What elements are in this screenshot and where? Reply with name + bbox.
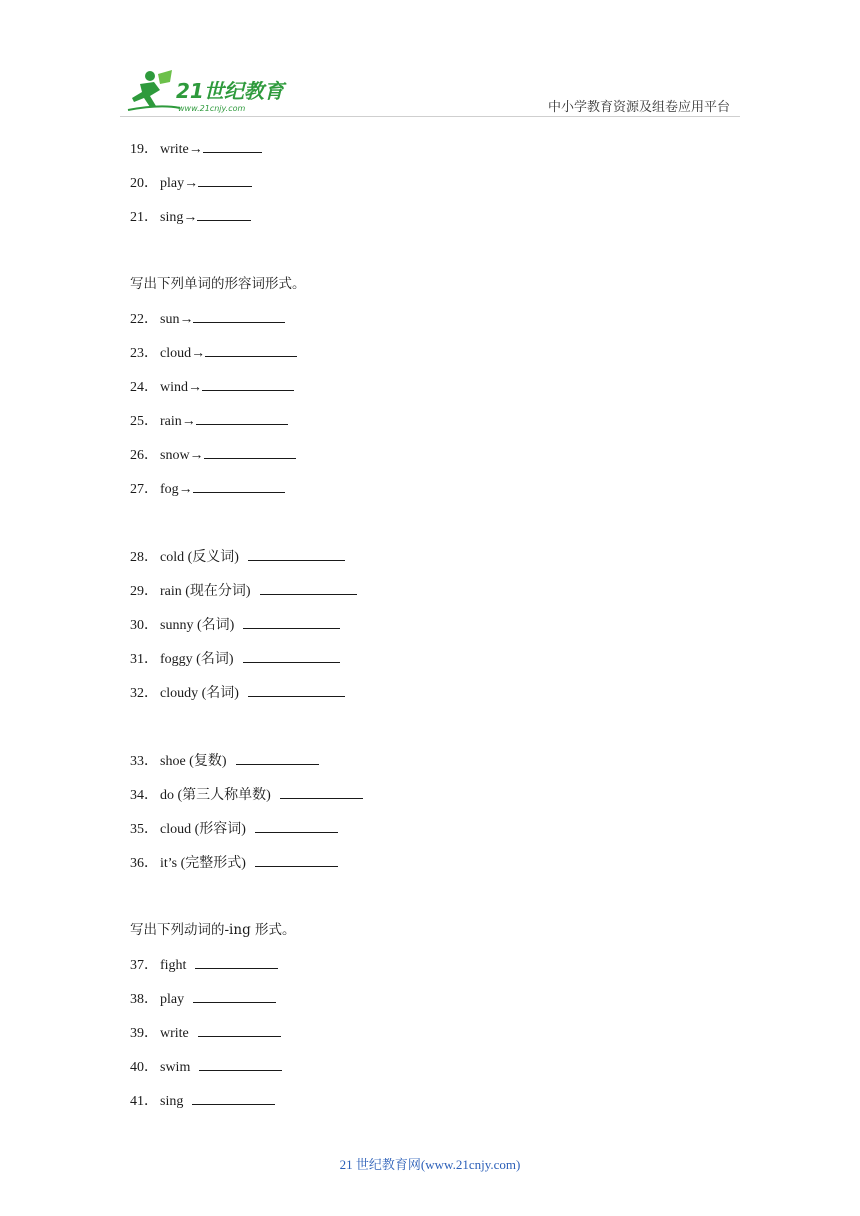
answer-blank[interactable] (193, 988, 276, 1003)
question-22: 22． sun→ (130, 308, 750, 342)
question-19: 19． write→ (130, 138, 750, 172)
answer-blank[interactable] (193, 308, 285, 323)
worksheet-content (130, 138, 750, 1124)
question-35: 35． cloud (形容词) (130, 818, 750, 852)
question-34: 34． do (第三人称单数) (130, 784, 750, 818)
answer-blank[interactable] (280, 784, 363, 799)
question-27: 27． fog→ (130, 478, 750, 512)
question-33: 33． shoe (复数) (130, 750, 750, 784)
answer-blank[interactable] (248, 546, 345, 561)
answer-blank[interactable] (198, 1022, 281, 1037)
question-23: 23． cloud→ (130, 342, 750, 376)
question-28: 28． cold (反义词) (130, 546, 750, 580)
answer-blank[interactable] (199, 1056, 282, 1071)
answer-blank[interactable] (195, 954, 278, 969)
svg-text:www.21cnjy.com: www.21cnjy.com (178, 104, 246, 113)
question-38: 38． play (130, 988, 750, 1022)
question-21: 21． sing→ (130, 206, 750, 240)
question-40: 40． swim (130, 1056, 750, 1090)
instruction-ing: 写出下列动词的-ing 形式。 (130, 922, 296, 938)
answer-blank[interactable] (243, 648, 340, 663)
question-37: 37． fight (130, 954, 750, 988)
header-divider (120, 116, 740, 117)
answer-blank[interactable] (203, 138, 262, 153)
question-39: 39． write (130, 1022, 750, 1056)
answer-blank[interactable] (260, 580, 357, 595)
question-41: 41． sing (130, 1090, 750, 1124)
question-20: 20． play→ (130, 172, 750, 206)
answer-blank[interactable] (196, 410, 288, 425)
answer-blank[interactable] (255, 818, 338, 833)
question-26: 26． snow→ (130, 444, 750, 478)
platform-title: 中小学教育资源及组卷应用平台 (548, 100, 731, 115)
question-31: 31． foggy (名词) (130, 648, 750, 682)
answer-blank[interactable] (248, 682, 345, 697)
answer-blank[interactable] (192, 1090, 275, 1105)
answer-blank[interactable] (255, 852, 338, 867)
question-25: 25． rain→ (130, 410, 750, 444)
answer-blank[interactable] (193, 478, 285, 493)
logo-21cnjy (120, 66, 300, 116)
answer-blank[interactable] (243, 614, 340, 629)
question-32: 32． cloudy (名词) (130, 682, 750, 716)
question-29: 29． rain (现在分词) (130, 580, 750, 614)
answer-blank[interactable] (202, 376, 294, 391)
question-30: 30． sunny (名词) (130, 614, 750, 648)
answer-blank[interactable] (205, 342, 297, 357)
question-36: 36． it’s (完整形式) (130, 852, 750, 886)
svg-text:21世纪教育: 21世纪教育 (176, 79, 284, 103)
instruction-adjective: 写出下列单词的形容词形式。 (130, 276, 306, 292)
answer-blank[interactable] (197, 206, 251, 221)
question-24: 24． wind→ (130, 376, 750, 410)
answer-blank[interactable] (204, 444, 296, 459)
page-header (0, 0, 860, 120)
answer-blank[interactable] (236, 750, 319, 765)
answer-blank[interactable] (198, 172, 252, 187)
page-footer[interactable]: 21 世纪教育网(www.21cnjy.com) (339, 1157, 521, 1172)
